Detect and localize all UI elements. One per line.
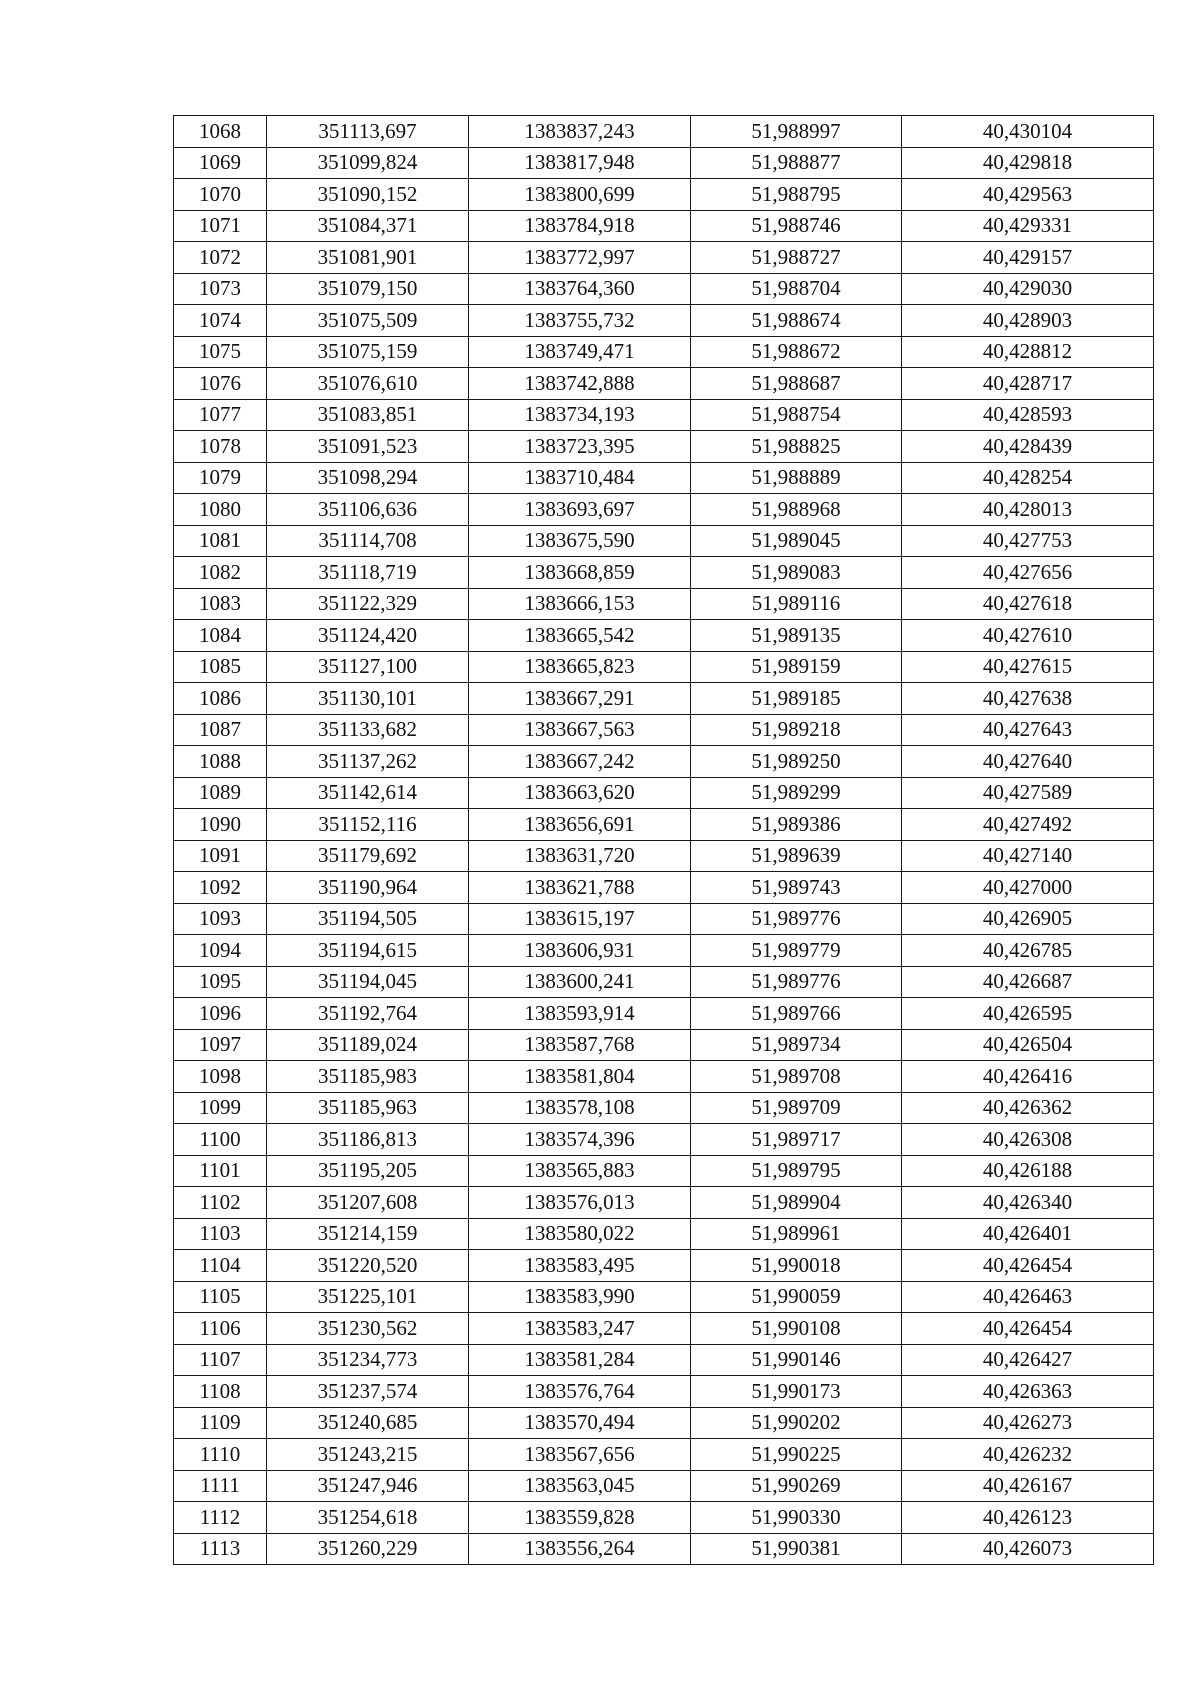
point-number-cell: 1112: [174, 1502, 267, 1534]
latitude-cell: 51,989386: [691, 809, 902, 841]
coord-y-cell: 1383734,193: [469, 399, 691, 431]
longitude-cell: 40,428717: [902, 368, 1154, 400]
longitude-cell: 40,429030: [902, 273, 1154, 305]
longitude-cell: 40,426073: [902, 1533, 1154, 1565]
coord-x-cell: 351260,229: [267, 1533, 469, 1565]
point-number-cell: 1074: [174, 305, 267, 337]
coord-y-cell: 1383675,590: [469, 525, 691, 557]
coord-x-cell: 351118,719: [267, 557, 469, 589]
coord-x-cell: 351185,963: [267, 1092, 469, 1124]
coord-x-cell: 351190,964: [267, 872, 469, 904]
table-row: [174, 1502, 1154, 1534]
latitude-cell: 51,989776: [691, 903, 902, 935]
point-number-cell: 1113: [174, 1533, 267, 1565]
longitude-cell: 40,427638: [902, 683, 1154, 715]
table-row: [174, 1470, 1154, 1502]
point-number-cell: 1103: [174, 1218, 267, 1250]
latitude-cell: 51,988687: [691, 368, 902, 400]
longitude-cell: 40,426416: [902, 1061, 1154, 1093]
point-number-cell: 1083: [174, 588, 267, 620]
table-row: [174, 179, 1154, 211]
longitude-cell: 40,427618: [902, 588, 1154, 620]
coord-x-cell: 351075,509: [267, 305, 469, 337]
table-row: [174, 242, 1154, 274]
coord-x-cell: 351137,262: [267, 746, 469, 778]
latitude-cell: 51,990018: [691, 1250, 902, 1282]
table-row: [174, 809, 1154, 841]
point-number-cell: 1106: [174, 1313, 267, 1345]
coord-x-cell: 351130,101: [267, 683, 469, 715]
latitude-cell: 51,988968: [691, 494, 902, 526]
latitude-cell: 51,990146: [691, 1344, 902, 1376]
point-number-cell: 1073: [174, 273, 267, 305]
point-number-cell: 1108: [174, 1376, 267, 1408]
longitude-cell: 40,429157: [902, 242, 1154, 274]
table-row: [174, 557, 1154, 589]
longitude-cell: 40,426595: [902, 998, 1154, 1030]
coord-y-cell: 1383665,823: [469, 651, 691, 683]
coord-x-cell: 351220,520: [267, 1250, 469, 1282]
coord-y-cell: 1383578,108: [469, 1092, 691, 1124]
coord-x-cell: 351194,615: [267, 935, 469, 967]
latitude-cell: 51,989083: [691, 557, 902, 589]
coord-x-cell: 351254,618: [267, 1502, 469, 1534]
coord-x-cell: 351090,152: [267, 179, 469, 211]
table-row: [174, 1124, 1154, 1156]
coord-y-cell: 1383583,990: [469, 1281, 691, 1313]
coord-x-cell: 351194,505: [267, 903, 469, 935]
longitude-cell: 40,426308: [902, 1124, 1154, 1156]
longitude-cell: 40,426785: [902, 935, 1154, 967]
longitude-cell: 40,427140: [902, 840, 1154, 872]
point-number-cell: 1080: [174, 494, 267, 526]
point-number-cell: 1087: [174, 714, 267, 746]
latitude-cell: 51,989250: [691, 746, 902, 778]
point-number-cell: 1076: [174, 368, 267, 400]
point-number-cell: 1101: [174, 1155, 267, 1187]
latitude-cell: 51,989961: [691, 1218, 902, 1250]
coord-x-cell: 351099,824: [267, 147, 469, 179]
table-row: [174, 462, 1154, 494]
coord-y-cell: 1383667,242: [469, 746, 691, 778]
latitude-cell: 51,989185: [691, 683, 902, 715]
coord-x-cell: 351195,205: [267, 1155, 469, 1187]
longitude-cell: 40,426454: [902, 1313, 1154, 1345]
latitude-cell: 51,988672: [691, 336, 902, 368]
point-number-cell: 1095: [174, 966, 267, 998]
longitude-cell: 40,428903: [902, 305, 1154, 337]
coord-y-cell: 1383600,241: [469, 966, 691, 998]
coord-y-cell: 1383556,264: [469, 1533, 691, 1565]
longitude-cell: 40,427492: [902, 809, 1154, 841]
coord-y-cell: 1383580,022: [469, 1218, 691, 1250]
point-number-cell: 1105: [174, 1281, 267, 1313]
longitude-cell: 40,426167: [902, 1470, 1154, 1502]
latitude-cell: 51,989779: [691, 935, 902, 967]
longitude-cell: 40,428013: [902, 494, 1154, 526]
latitude-cell: 51,990202: [691, 1407, 902, 1439]
longitude-cell: 40,430104: [902, 116, 1154, 148]
coord-x-cell: 351122,329: [267, 588, 469, 620]
coord-x-cell: 351142,614: [267, 777, 469, 809]
longitude-cell: 40,427615: [902, 651, 1154, 683]
coord-y-cell: 1383667,291: [469, 683, 691, 715]
point-number-cell: 1069: [174, 147, 267, 179]
latitude-cell: 51,989639: [691, 840, 902, 872]
latitude-cell: 51,989159: [691, 651, 902, 683]
table-row: [174, 1092, 1154, 1124]
latitude-cell: 51,989717: [691, 1124, 902, 1156]
point-number-cell: 1099: [174, 1092, 267, 1124]
table-row: [174, 368, 1154, 400]
coord-x-cell: 351185,983: [267, 1061, 469, 1093]
latitude-cell: 51,990381: [691, 1533, 902, 1565]
coord-x-cell: 351106,636: [267, 494, 469, 526]
point-number-cell: 1078: [174, 431, 267, 463]
point-number-cell: 1089: [174, 777, 267, 809]
coord-x-cell: 351114,708: [267, 525, 469, 557]
point-number-cell: 1094: [174, 935, 267, 967]
longitude-cell: 40,427000: [902, 872, 1154, 904]
table-row: [174, 431, 1154, 463]
coord-y-cell: 1383656,691: [469, 809, 691, 841]
coord-x-cell: 351247,946: [267, 1470, 469, 1502]
latitude-cell: 51,989776: [691, 966, 902, 998]
coord-x-cell: 351243,215: [267, 1439, 469, 1471]
latitude-cell: 51,989709: [691, 1092, 902, 1124]
coord-x-cell: 351081,901: [267, 242, 469, 274]
coord-y-cell: 1383570,494: [469, 1407, 691, 1439]
table-row: [174, 746, 1154, 778]
point-number-cell: 1070: [174, 179, 267, 211]
longitude-cell: 40,427589: [902, 777, 1154, 809]
table-row: [174, 1407, 1154, 1439]
coord-y-cell: 1383576,764: [469, 1376, 691, 1408]
table-row: [174, 903, 1154, 935]
coord-y-cell: 1383663,620: [469, 777, 691, 809]
point-number-cell: 1107: [174, 1344, 267, 1376]
latitude-cell: 51,990225: [691, 1439, 902, 1471]
coord-y-cell: 1383837,243: [469, 116, 691, 148]
coord-y-cell: 1383576,013: [469, 1187, 691, 1219]
latitude-cell: 51,989904: [691, 1187, 902, 1219]
longitude-cell: 40,429818: [902, 147, 1154, 179]
latitude-cell: 51,989766: [691, 998, 902, 1030]
table-row: [174, 714, 1154, 746]
coord-y-cell: 1383574,396: [469, 1124, 691, 1156]
point-number-cell: 1096: [174, 998, 267, 1030]
table-row: [174, 588, 1154, 620]
table-row: [174, 1061, 1154, 1093]
coord-y-cell: 1383772,997: [469, 242, 691, 274]
longitude-cell: 40,426232: [902, 1439, 1154, 1471]
latitude-cell: 51,989135: [691, 620, 902, 652]
table-row: [174, 1344, 1154, 1376]
coord-x-cell: 351113,697: [267, 116, 469, 148]
coord-y-cell: 1383817,948: [469, 147, 691, 179]
table-row: [174, 399, 1154, 431]
coord-y-cell: 1383666,153: [469, 588, 691, 620]
longitude-cell: 40,426362: [902, 1092, 1154, 1124]
table-row: [174, 336, 1154, 368]
table-row: [174, 305, 1154, 337]
coord-y-cell: 1383593,914: [469, 998, 691, 1030]
coord-x-cell: 351192,764: [267, 998, 469, 1030]
coord-x-cell: 351240,685: [267, 1407, 469, 1439]
coord-y-cell: 1383587,768: [469, 1029, 691, 1061]
latitude-cell: 51,990330: [691, 1502, 902, 1534]
latitude-cell: 51,988877: [691, 147, 902, 179]
longitude-cell: 40,426427: [902, 1344, 1154, 1376]
table-row: [174, 1313, 1154, 1345]
longitude-cell: 40,427643: [902, 714, 1154, 746]
table-row: [174, 872, 1154, 904]
point-number-cell: 1075: [174, 336, 267, 368]
table-row: [174, 1533, 1154, 1565]
coord-x-cell: 351207,608: [267, 1187, 469, 1219]
table-row: [174, 998, 1154, 1030]
table-row: [174, 777, 1154, 809]
latitude-cell: 51,989795: [691, 1155, 902, 1187]
coord-y-cell: 1383667,563: [469, 714, 691, 746]
table-row: [174, 494, 1154, 526]
table-row: [174, 840, 1154, 872]
coord-y-cell: 1383567,656: [469, 1439, 691, 1471]
point-number-cell: 1068: [174, 116, 267, 148]
table-row: [174, 273, 1154, 305]
point-number-cell: 1071: [174, 210, 267, 242]
point-number-cell: 1077: [174, 399, 267, 431]
coord-y-cell: 1383606,931: [469, 935, 691, 967]
point-number-cell: 1109: [174, 1407, 267, 1439]
point-number-cell: 1082: [174, 557, 267, 589]
coord-x-cell: 351083,851: [267, 399, 469, 431]
coord-y-cell: 1383583,247: [469, 1313, 691, 1345]
coord-x-cell: 351214,159: [267, 1218, 469, 1250]
point-number-cell: 1097: [174, 1029, 267, 1061]
coord-y-cell: 1383565,883: [469, 1155, 691, 1187]
longitude-cell: 40,428812: [902, 336, 1154, 368]
coord-y-cell: 1383755,732: [469, 305, 691, 337]
latitude-cell: 51,989045: [691, 525, 902, 557]
latitude-cell: 51,988754: [691, 399, 902, 431]
coordinates-table: [173, 115, 1154, 1565]
point-number-cell: 1092: [174, 872, 267, 904]
point-number-cell: 1102: [174, 1187, 267, 1219]
latitude-cell: 51,989743: [691, 872, 902, 904]
coord-x-cell: 351098,294: [267, 462, 469, 494]
latitude-cell: 51,990173: [691, 1376, 902, 1408]
longitude-cell: 40,429331: [902, 210, 1154, 242]
longitude-cell: 40,426123: [902, 1502, 1154, 1534]
coord-y-cell: 1383668,859: [469, 557, 691, 589]
coord-y-cell: 1383710,484: [469, 462, 691, 494]
coord-y-cell: 1383581,804: [469, 1061, 691, 1093]
table-row: [174, 525, 1154, 557]
coord-y-cell: 1383563,045: [469, 1470, 691, 1502]
coord-y-cell: 1383800,699: [469, 179, 691, 211]
point-number-cell: 1086: [174, 683, 267, 715]
coord-x-cell: 351237,574: [267, 1376, 469, 1408]
coord-x-cell: 351076,610: [267, 368, 469, 400]
coord-x-cell: 351230,562: [267, 1313, 469, 1345]
latitude-cell: 51,988746: [691, 210, 902, 242]
coord-y-cell: 1383581,284: [469, 1344, 691, 1376]
point-number-cell: 1091: [174, 840, 267, 872]
coord-y-cell: 1383693,697: [469, 494, 691, 526]
table-row: [174, 935, 1154, 967]
coordinates-table-body: [174, 116, 1154, 1565]
longitude-cell: 40,428593: [902, 399, 1154, 431]
longitude-cell: 40,427656: [902, 557, 1154, 589]
coord-y-cell: 1383723,395: [469, 431, 691, 463]
longitude-cell: 40,426687: [902, 966, 1154, 998]
longitude-cell: 40,426340: [902, 1187, 1154, 1219]
point-number-cell: 1088: [174, 746, 267, 778]
point-number-cell: 1110: [174, 1439, 267, 1471]
longitude-cell: 40,426363: [902, 1376, 1154, 1408]
coord-y-cell: 1383764,360: [469, 273, 691, 305]
coord-x-cell: 351179,692: [267, 840, 469, 872]
longitude-cell: 40,427753: [902, 525, 1154, 557]
point-number-cell: 1090: [174, 809, 267, 841]
table-row: [174, 1439, 1154, 1471]
table-row: [174, 210, 1154, 242]
coord-y-cell: 1383621,788: [469, 872, 691, 904]
coord-x-cell: 351079,150: [267, 273, 469, 305]
longitude-cell: 40,428439: [902, 431, 1154, 463]
latitude-cell: 51,988889: [691, 462, 902, 494]
longitude-cell: 40,427640: [902, 746, 1154, 778]
coord-y-cell: 1383559,828: [469, 1502, 691, 1534]
longitude-cell: 40,426401: [902, 1218, 1154, 1250]
longitude-cell: 40,426905: [902, 903, 1154, 935]
point-number-cell: 1081: [174, 525, 267, 557]
point-number-cell: 1079: [174, 462, 267, 494]
longitude-cell: 40,426463: [902, 1281, 1154, 1313]
table-row: [174, 683, 1154, 715]
coord-y-cell: 1383631,720: [469, 840, 691, 872]
coord-x-cell: 351084,371: [267, 210, 469, 242]
table-row: [174, 1187, 1154, 1219]
coord-y-cell: 1383583,495: [469, 1250, 691, 1282]
latitude-cell: 51,989299: [691, 777, 902, 809]
table-row: [174, 1029, 1154, 1061]
latitude-cell: 51,989734: [691, 1029, 902, 1061]
point-number-cell: 1093: [174, 903, 267, 935]
latitude-cell: 51,990108: [691, 1313, 902, 1345]
longitude-cell: 40,429563: [902, 179, 1154, 211]
coord-y-cell: 1383784,918: [469, 210, 691, 242]
table-row: [174, 1376, 1154, 1408]
longitude-cell: 40,427610: [902, 620, 1154, 652]
point-number-cell: 1098: [174, 1061, 267, 1093]
point-number-cell: 1085: [174, 651, 267, 683]
table-row: [174, 966, 1154, 998]
longitude-cell: 40,428254: [902, 462, 1154, 494]
coord-y-cell: 1383749,471: [469, 336, 691, 368]
coord-x-cell: 351091,523: [267, 431, 469, 463]
table-row: [174, 1218, 1154, 1250]
coord-x-cell: 351124,420: [267, 620, 469, 652]
latitude-cell: 51,988997: [691, 116, 902, 148]
longitude-cell: 40,426504: [902, 1029, 1154, 1061]
latitude-cell: 51,989116: [691, 588, 902, 620]
longitude-cell: 40,426273: [902, 1407, 1154, 1439]
latitude-cell: 51,988825: [691, 431, 902, 463]
coord-x-cell: 351234,773: [267, 1344, 469, 1376]
coord-y-cell: 1383615,197: [469, 903, 691, 935]
coord-x-cell: 351225,101: [267, 1281, 469, 1313]
latitude-cell: 51,990059: [691, 1281, 902, 1313]
coord-x-cell: 351186,813: [267, 1124, 469, 1156]
latitude-cell: 51,990269: [691, 1470, 902, 1502]
point-number-cell: 1072: [174, 242, 267, 274]
table-row: [174, 651, 1154, 683]
coord-x-cell: 351133,682: [267, 714, 469, 746]
coord-x-cell: 351189,024: [267, 1029, 469, 1061]
latitude-cell: 51,988795: [691, 179, 902, 211]
point-number-cell: 1111: [174, 1470, 267, 1502]
table-row: [174, 1281, 1154, 1313]
latitude-cell: 51,988674: [691, 305, 902, 337]
table-row: [174, 116, 1154, 148]
latitude-cell: 51,989218: [691, 714, 902, 746]
point-number-cell: 1100: [174, 1124, 267, 1156]
point-number-cell: 1104: [174, 1250, 267, 1282]
coord-x-cell: 351194,045: [267, 966, 469, 998]
point-number-cell: 1084: [174, 620, 267, 652]
coord-x-cell: 351127,100: [267, 651, 469, 683]
table-row: [174, 147, 1154, 179]
longitude-cell: 40,426188: [902, 1155, 1154, 1187]
coord-x-cell: 351152,116: [267, 809, 469, 841]
longitude-cell: 40,426454: [902, 1250, 1154, 1282]
coord-y-cell: 1383742,888: [469, 368, 691, 400]
table-row: [174, 1250, 1154, 1282]
latitude-cell: 51,988727: [691, 242, 902, 274]
coord-y-cell: 1383665,542: [469, 620, 691, 652]
coord-x-cell: 351075,159: [267, 336, 469, 368]
table-row: [174, 620, 1154, 652]
table-row: [174, 1155, 1154, 1187]
latitude-cell: 51,989708: [691, 1061, 902, 1093]
latitude-cell: 51,988704: [691, 273, 902, 305]
